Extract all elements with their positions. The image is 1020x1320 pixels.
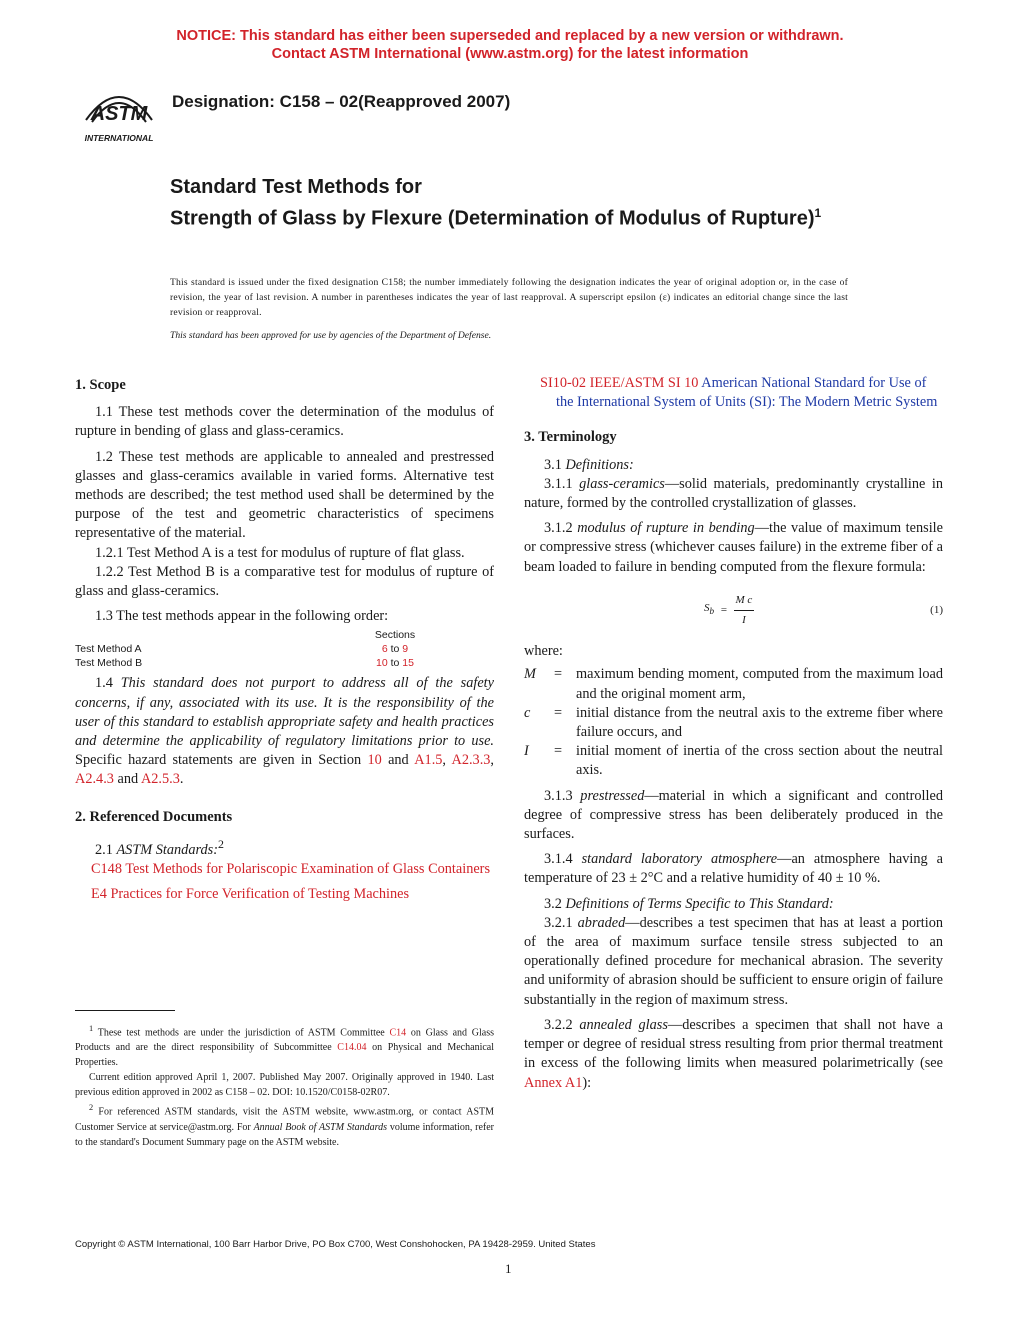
link-section-10[interactable]: 10 — [376, 657, 388, 670]
para-3-1-1: 3.1.1 glass-ceramics—solid materials, predominantly crystalline in nature, formed by the controlled crystallization of glasses. — [524, 475, 943, 512]
copyright-line: Copyright © ASTM International, 100 Barr Harbor Drive, PO Box C700, West Conshohocken, PA 19428-2959. United States — [75, 1239, 596, 1250]
ref-code-e4[interactable]: E4 — [91, 886, 107, 903]
link-section-6[interactable]: 6 — [381, 643, 388, 656]
para-3-2-1: 3.2.1 abraded—describes a test specimen that has at least a portion of the area of maximum surface tensile stress subjected to an operationally defined procedure for mechanical abrasion. The severity and uniformity of abrasion should be sufficient to ensure origin of failure substantially in the region of maximum stress. — [524, 914, 943, 1008]
astm-logo — [78, 80, 160, 144]
link-a1-5[interactable]: A1.5 — [414, 752, 443, 769]
para-1-1: 1.1 These test methods cover the determination of the modulus of rupture in bending of glass and glass-ceramics. — [75, 404, 494, 440]
symbol-definition: c = initial distance from the neutral axis to the extreme fiber where failure occurs, and — [524, 704, 943, 741]
para-1-2: 1.2 These test methods are applicable to annealed and prestressed glasses and glass-ceramics available in varied forms. Alternative test methods are described; the test method used shall be determined by the purpose of the test and geometric characteristics of specimens representative of the material. — [75, 448, 494, 542]
logo-letters: ASTM — [90, 103, 148, 125]
section-2-heading: 2. Referenced Documents — [75, 808, 233, 825]
equation-number: (1) — [930, 603, 943, 616]
footnote-2: $^2$ For referenced ASTM standards, visit the ASTM website, www.astm.org, or contact ASTM Customer Service at service@astm.org. For Annual Book of ASTM Standards volume information, refer to the standard's Document Summary page on the ASTM website. — [75, 1103, 495, 1148]
para-3-1-4: 3.1.4 standard laboratory atmosphere—an atmosphere having a temperature of 23 ± 2°C and a relative humidity of 40 ± 10 %. — [524, 851, 943, 887]
link-committee-c14[interactable]: C14 — [389, 1027, 407, 1039]
para-1-2-2: 1.2.2 Test Method B is a comparative test for modulus of rupture of glass and glass-ceramics. — [75, 563, 494, 600]
ref-title-si10[interactable]: American National Standard for Use of the International System of Units (SI): The Modern Metric System — [556, 375, 938, 411]
para-1-3: 1.3 The test methods appear in the following order: — [95, 608, 389, 625]
dod-approval: This standard has been approved for use by agencies of the Department of Defense. — [170, 330, 492, 341]
supersede-notice — [0, 27, 1020, 63]
table-row: Test Method A 6 to 9 — [75, 643, 409, 656]
equation-1 — [524, 591, 943, 630]
section-1-heading: 1. Scope — [75, 377, 126, 393]
link-annex-a1[interactable]: Annex A1 — [524, 1074, 583, 1091]
link-a2-3-3[interactable]: A2.3.3 — [451, 752, 491, 769]
link-section-9[interactable]: 9 — [402, 643, 409, 656]
footnotes — [75, 1021, 494, 1150]
astm-logo-icon — [78, 80, 160, 144]
para-3-2: 3.2 Definitions of Terms Specific to This Standard: — [544, 895, 834, 912]
title-line-2: Strength of Glass by Flexure (Determination of Modulus of Rupture)$^1$ — [170, 206, 822, 230]
notice-line-1: NOTICE: This standard has either been superseded and replaced by a new version or withdrawn. — [176, 28, 844, 44]
para-2-1: 2.1 ASTM Standards:$^2$ — [95, 836, 224, 858]
sections-table — [75, 628, 494, 670]
issued-statement: This standard is issued under the fixed designation C158; the number immediately following the designation indicates the year of original adoption or, in the case of revision, the year of last revision. A number in parentheses indicates the year of last reapproval. A superscript epsilon (ε) indicates an editorial change since the last revision or reapproval. — [170, 277, 848, 318]
ref-c148[interactable] — [75, 860, 494, 879]
footnote-2-ref[interactable]: 2 — [218, 836, 224, 851]
ref-code-c148[interactable]: C148 — [91, 860, 122, 877]
footnote-1-edition: Current edition approved April 1, 2007. Published May 2007. Originally approved in 1940. Last previous edition approved in 2002 as C158 – 02. DOI: 10.1520/C0158-02R07. — [75, 1072, 494, 1099]
where-label: where: — [524, 643, 563, 660]
title-footnote-ref[interactable]: 1 — [814, 206, 822, 220]
symbol-definition: M = maximum bending moment, computed from the maximum load and the original moment arm, — [524, 666, 943, 702]
ref-title-c148[interactable]: Test Methods for Polariscopic Examination of Glass Containers — [125, 860, 491, 877]
para-1-2-1: 1.2.1 Test Method A is a test for modulus of rupture of flat glass. — [95, 544, 465, 561]
symbol-definition: I = initial moment of inertia of the cross section about the neutral axis. — [524, 743, 943, 779]
right-column — [524, 374, 943, 1099]
table-row: Test Method B 10 to 15 — [75, 657, 414, 670]
link-subcommittee-c14-04[interactable]: C14.04 — [337, 1042, 367, 1054]
link-a2-5-3[interactable]: A2.5.3 — [140, 771, 180, 788]
sections-header: Sections — [374, 629, 416, 642]
left-column — [75, 374, 494, 910]
ref-title-e4[interactable]: Practices for Force Verification of Testing Machines — [110, 886, 410, 903]
para-3-2-2: 3.2.2 annealed glass—describes a specimen that shall not have a temper or degree of residual stress resulting from prior thermal treatment in excess of the following limits when measured polarimetrically (see Annex A1): — [524, 1016, 943, 1091]
ref-e4[interactable] — [75, 885, 494, 904]
link-a2-4-3[interactable]: A2.4.3 — [75, 771, 114, 788]
para-3-1: 3.1 Definitions: — [544, 456, 634, 473]
logo-subtitle: INTERNATIONAL — [84, 133, 154, 143]
document-title — [170, 174, 860, 232]
footnote-1: $^1$ These test methods are under the jurisdiction of ASTM Committee C14 on Glass and Glass Products and are the direct responsibility of Subcommittee C14.04 on Physical and Mechanical Properties. — [75, 1024, 495, 1069]
link-section-10-hazard[interactable]: 10 — [367, 752, 382, 769]
ref-code-si10[interactable]: SI10-02 IEEE/ASTM SI 10 — [540, 375, 699, 391]
para-3-1-3: 3.1.3 prestressed—material in which a significant and controlled degree of compressive stress has been deliberately produced in the surfaces. — [524, 787, 943, 843]
footnote-divider — [75, 1010, 175, 1011]
notice-line-2: Contact ASTM International (www.astm.org) for the latest information — [271, 46, 749, 62]
para-3-1-2: 3.1.2 modulus of rupture in bending—the value of maximum tensile or compressive stress (whichever causes failure) in the extreme fiber of a beam loaded to failure in bending computed from the flexure formula: — [524, 520, 943, 575]
section-3-heading: 3. Terminology — [524, 429, 617, 446]
para-1-4: 1.4 This standard does not purport to address all of the safety concerns, if any, associated with its use. It is the responsibility of the user of this standard to establish appropriate safety and health practices and determine the applicability of regulatory limitations prior to use. Specific hazard statements are given in Section 10 and A1.5, A2.3.3, A2.4.3 and A2.5.3. — [75, 675, 494, 788]
flexure-formula: $S_b$ = $\frac{\text{M c}}{I}$ — [704, 591, 754, 630]
designation: Designation: C158 – 02(Reapproved 2007) — [172, 92, 511, 111]
page-number: 1 — [505, 1261, 512, 1276]
title-line-1: Standard Test Methods for — [170, 176, 422, 198]
ref-si10[interactable] — [524, 374, 943, 412]
link-section-15[interactable]: 15 — [402, 657, 414, 670]
